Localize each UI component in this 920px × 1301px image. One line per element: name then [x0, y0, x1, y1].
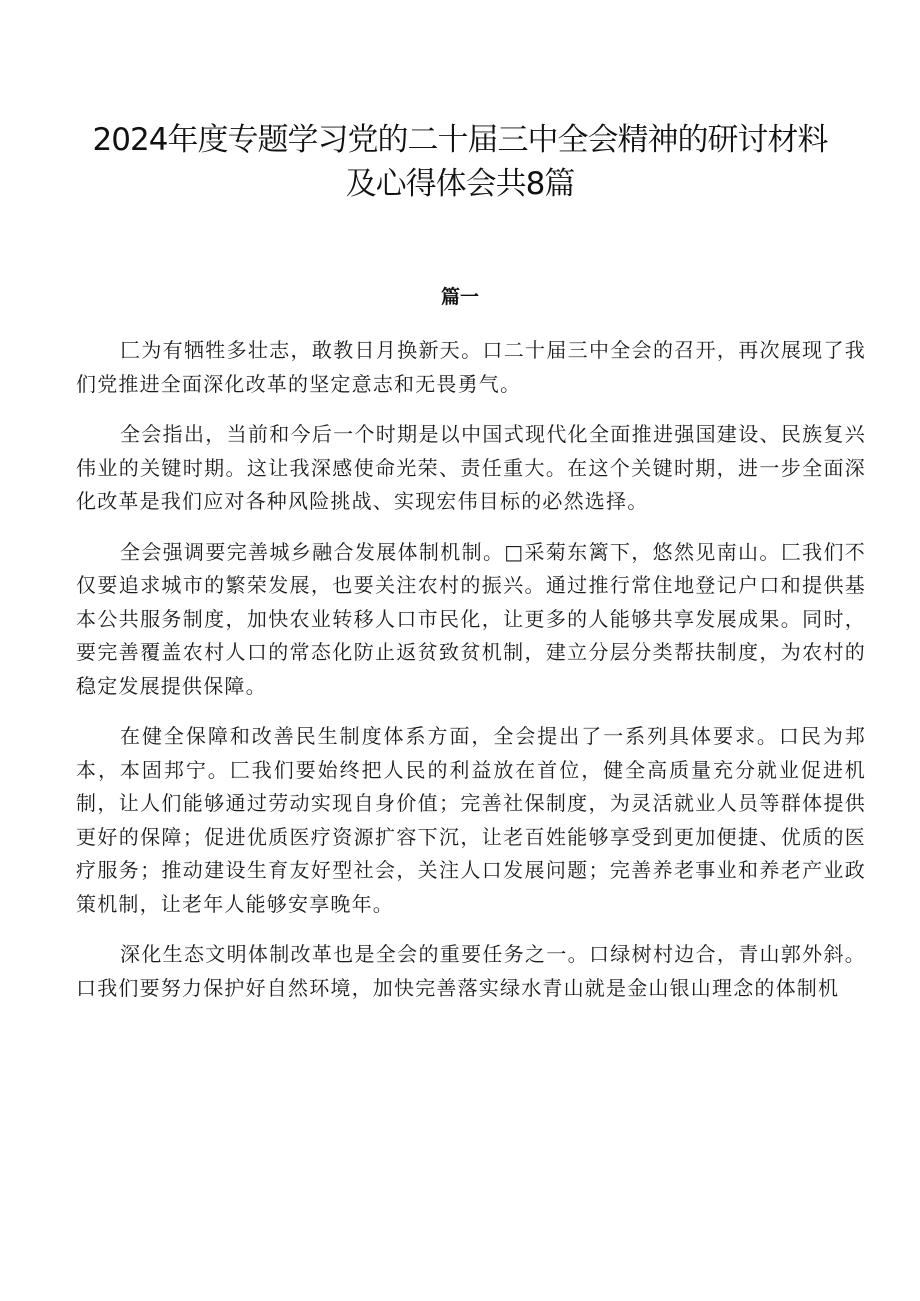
paragraph: 深化生态文明体制改革也是全会的重要任务之一。口绿树村边合，青山郭外斜。口我们要努力保护好自然环境，加快完善落实绿水青山就是金山银山理念的体制机: [76, 942, 866, 1000]
document-body: [76, 334, 866, 1022]
paragraph: 匚为有牺牲多壮志，敢教日月换新天。口二十届三中全会的召开，再次展现了我们党推进全面深化改革的坚定意志和无畏勇气。: [76, 338, 866, 396]
paragraph: 在健全保障和改善民生制度体系方面，全会提出了一系列具体要求。口民为邦本，本固邦宁。匚我们要始终把人民的利益放在首位，健全高质量充分就业促进机制，让人们能够通过劳动实现自身价值；完善社保制度，为灵活就业人员等群体提供更好的保障；促进优质医疗资源扩容下沉，让老百姓能够享受到更加便捷、优质的医疗服务；推动建设生育友好型社会，关注人口发展问题；完善养老事业和养老产业政策机制，让老年人能够安享晚年。: [76, 724, 866, 916]
paragraph: 全会强调要完善城乡融合发展体制机制。□采菊东篱下，悠然见南山。匚我们不仅要追求城市的繁荣发展，也要关注农村的振兴。通过推行常住地登记户口和提供基本公共服务制度，加快农业转移人口市民化，让更多的人能够共享发展成果。同时，要完善覆盖农村人口的常态化防止返贫致贫机制，建立分层分类帮扶制度，为农村的稳定发展提供保障。: [76, 539, 866, 698]
paragraph: 全会指出，当前和今后一个时期是以中国式现代化全面推进强国建设、民族复兴伟业的关键时期。这让我深感使命光荣、责任重大。在这个关键时期，进一步全面深化改革是我们应对各种风险挑战、实现宏伟目标的必然选择。: [76, 422, 866, 513]
section-heading: 篇一: [440, 286, 479, 308]
document-title: 2024年度专题学习党的二十届三中全会精神的研讨材料及心得体会共8篇: [92, 122, 828, 202]
